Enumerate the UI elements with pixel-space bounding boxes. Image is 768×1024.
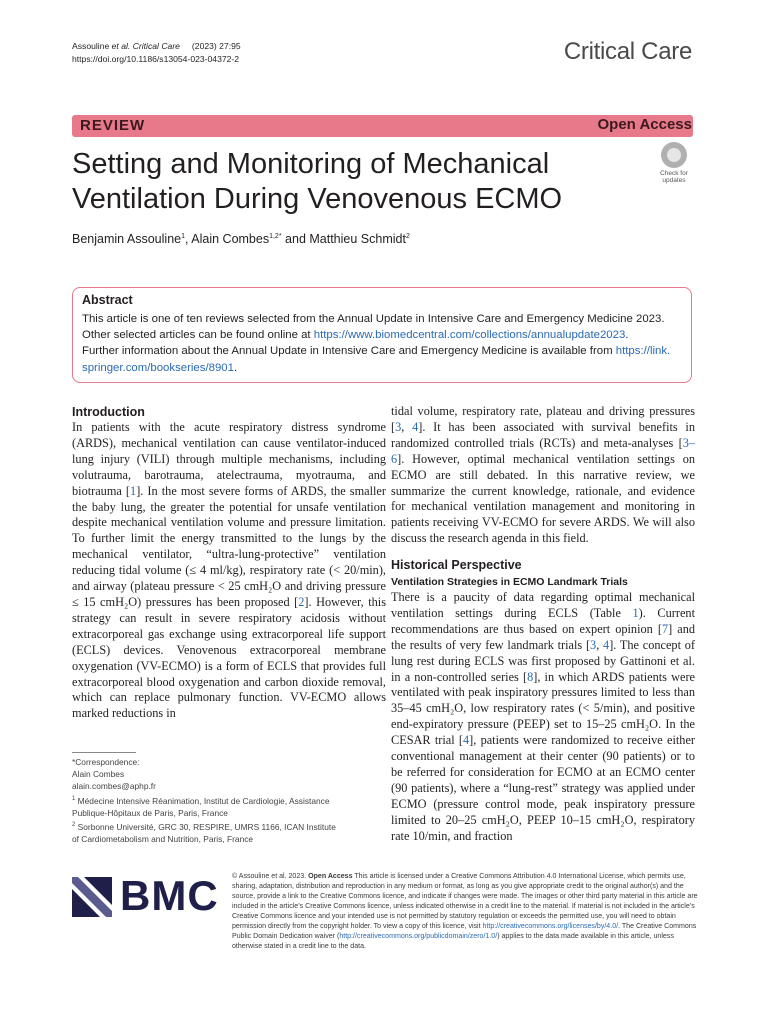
ref-link[interactable]: 4: [603, 637, 610, 652]
bmc-logo-text: BMC: [120, 872, 219, 919]
ref-link[interactable]: 7: [661, 621, 669, 636]
check-updates-line1: Check for: [660, 170, 688, 177]
check-for-updates-badge[interactable]: [652, 142, 696, 184]
license-copyright: © Assouline et al. 2023.: [232, 873, 309, 880]
license-body-3: ) applies to the data made available in this article, unless otherwise stated in a credit line to the data.: [232, 932, 674, 950]
intro-text-1: In patients with the acute respiratory distress syndrome (ARDS), mechanical ventilation can cause ventilator-induced lung injury (VILI) through multiple mechanisms, including volutrauma, barotrauma, atelectrauma, myotrauma, and biotrauma [: [72, 420, 386, 498]
affiliation-2-line2: of Cardiometabolism and Nutrition, Paris, France: [72, 833, 254, 844]
author-2: , Alain Combes: [185, 232, 270, 246]
ref-link[interactable]: 1: [130, 483, 137, 498]
bookseries-link-part2[interactable]: springer.com/bookseries/8901: [82, 361, 234, 374]
ref-link[interactable]: 3: [395, 419, 402, 434]
affiliation-1-number: 1: [72, 795, 76, 802]
license-body-2: . The Creative Commons Public Domain Dedication waiver (: [232, 922, 697, 940]
abstract-line-2: Other selected articles can be found online at: [82, 329, 314, 342]
affiliation-1-line1: Médecine Intensive Réanimation, Institut de Cardiologie, Assistance: [75, 795, 330, 806]
correspondence-email[interactable]: alain.combes@aphp.fr: [72, 781, 156, 792]
license-text: [232, 872, 702, 952]
right-text-3: ]. However, optimal mechanical ventilation settings on ECMO are still debated. In this narrative review, we summarize the current knowledge, rationale, and evidence for mechanical ventilation management and monitoring in patients receiving VV-ECMO for severe ARDS. We will also discuss the research agenda in this field.: [391, 451, 695, 546]
ref-link[interactable]: 4: [463, 733, 470, 748]
citation-et-al: et al.: [111, 41, 131, 51]
check-updates-line2: updates: [662, 177, 686, 184]
article-title: [72, 147, 632, 217]
correspondence-footnotes: [72, 756, 386, 845]
hist-text-4: ]. The concept of lung rest during ECLS was first proposed by Gattinoni et al. in a non-controlled series [: [391, 637, 695, 684]
ref-link[interactable]: 3: [590, 637, 597, 652]
collection-link[interactable]: https://www.biomedcentral.com/collections/annualupdate2023: [313, 329, 626, 342]
author-list: [72, 232, 410, 246]
ref-link[interactable]: 4: [412, 419, 419, 434]
bmc-logo-icon: [72, 877, 112, 917]
author-3-affiliation: 2: [405, 232, 410, 240]
footnote-divider: [72, 752, 136, 753]
bookseries-link-part1[interactable]: https://link.: [615, 345, 671, 358]
journal-logo: Critical Care: [563, 38, 692, 65]
abstract-line-3: Further information about the Annual Update in Intensive Care and Emergency Medicine is available from: [82, 345, 616, 358]
introduction-heading: Introduction: [72, 405, 145, 419]
right-text-1: tidal volume, respiratory rate, plateau and driving pressures [: [391, 404, 695, 434]
hist-text-6: ], patients were randomized to receive either conventional management at their center (90 patients) or to be referred for consideration for ECMO at an ECMO center (90 patients), where a “lung-rest” strategy was applied under ECMO (pressure control mode, peak inspiratory pressure limited to 20–25 cmH₂O, PEEP 10–15 cmH₂O, respiratory rate 10/min, and fraction: [391, 733, 695, 843]
check-updates-icon: [661, 142, 687, 168]
affiliation-1-line2: Publique-Hôpitaux de Paris, Paris, France: [72, 807, 228, 818]
license-open-access: Open Access: [308, 873, 353, 880]
title-line-2: Ventilation During Venovenous ECMO: [72, 183, 563, 215]
ref-separator: ,: [401, 419, 413, 434]
abstract-line-4-end: .: [233, 361, 238, 374]
open-access-label: Open Access: [597, 116, 692, 133]
ref-separator: ,: [596, 637, 604, 652]
introduction-paragraph: [72, 420, 386, 722]
ref-link[interactable]: 8: [527, 669, 534, 684]
citation-header: [72, 40, 241, 66]
citation-year-volume: (2023) 27:95: [191, 41, 241, 51]
doi-link[interactable]: https://doi.org/10.1186/s13054-023-04372-2: [72, 54, 240, 64]
cc-by-link[interactable]: http://creativecommons.org/licenses/by/4.0/: [482, 922, 619, 930]
right-column-paragraph: [391, 404, 695, 547]
intro-text-3: ]. However, this strategy can result in severe respiratory acidosis without extracorporeal gas exchange using extracorporeal life support (ECLS) devices. Venovenous extracorporeal membrane oxygenation (VV-ECMO) is a form of ECLS that provides full extracorporeal blood oxygenation and carbon dioxide removal, which can replace pulmonary function. VV-ECMO allows marked reductions in: [72, 594, 386, 721]
intro-text-2: ]. In the most severe forms of ARDS, the smaller the baby lung, the greater the potential for unsafe ventilation despite mechanical ventilation volume and pressure limitation. To further limit the energy transmitted to the lungs by the mechanical ventilator, “ultra-lung-protective” ventilation reducing tidal volume (≤ 4 ml/kg), respiratory rate (< 20/min), and airway (plateau pressure < 25 cmH₂O and driving pressure ≤ 15 cmH₂O) pressures has been proposed [: [72, 483, 386, 609]
title-line-1: Setting and Monitoring of Mechanical: [72, 148, 550, 180]
hist-text-3: ] and the results of very few landmark trials [: [391, 621, 695, 652]
author-3: and Matthieu Schmidt: [281, 232, 406, 246]
landmark-trials-subheading: Ventilation Strategies in ECMO Landmark Trials: [391, 576, 628, 588]
correspondence-label: *Correspondence:: [72, 757, 140, 767]
affiliation-2-number: 2: [72, 821, 76, 828]
correspondence-name: Alain Combes: [72, 769, 125, 780]
right-text-2: ]. It has been associated with survival benefits in randomized controlled trials (RCTs) and meta-analyses [: [391, 419, 695, 450]
historical-perspective-heading: Historical Perspective: [391, 558, 522, 572]
hist-text-1: There is a paucity of data regarding optimal mechanical ventilation settings during ECLS (Table: [391, 590, 695, 620]
author-1-affiliation: 1: [181, 232, 186, 240]
cc-zero-link[interactable]: http://creativecommons.org/publicdomain/zero/1.0/: [339, 932, 498, 940]
citation-authors: Assouline: [72, 41, 112, 51]
author-1: Benjamin Assouline: [72, 232, 182, 246]
abstract-line-1: This article is one of ten reviews selected from the Annual Update in Intensive Care and Emergency Medicine 2023.: [82, 313, 665, 325]
ref-link[interactable]: 2: [298, 594, 305, 609]
abstract-text: [82, 311, 682, 376]
historical-paragraph: [391, 590, 695, 845]
ref-link[interactable]: 3–6: [391, 435, 695, 466]
author-2-affiliation: 1,2*: [269, 232, 282, 240]
license-body-1: This article is licensed under a Creative Commons Attribution 4.0 International License, which permits use, sharing, adaptation, distribution and reproduction in any medium or format, as long as you give appropriate credit to the original author(s) and the source, provide a link to the Creative Commons licence, and indicate if changes were made. The images or other third party material in this article are included in the article’s Creative Commons licence, unless indicated otherwise in a credit line to the material. If material is not included in the article’s Creative Commons licence and your intended use is not permitted by statutory regulation or exceeds the permitted use, you will need to obtain permission directly from the copyright holder. To view a copy of this licence, visit: [232, 873, 698, 930]
review-label: REVIEW: [80, 117, 146, 134]
table-link[interactable]: 1: [632, 605, 639, 620]
affiliation-2-line1: Sorbonne Université, GRC 30, RESPIRE, UMRS 1166, ICAN Institute: [75, 821, 336, 832]
abstract-line-2-end: .: [625, 329, 629, 342]
hist-text-5: ], in which ARDS patients were ventilated with peak inspiratory pressures limited to less than 35–45 cmH₂O, low respiratory rates (< 5/min), and positive end-expiratory pressure (PEEP) set to 15–25 cmH₂O. In the CESAR trial [: [391, 669, 695, 748]
hist-text-2: ). Current recommendations are thus based on expert opinion [: [391, 605, 695, 636]
abstract-heading: Abstract: [82, 293, 133, 307]
citation-journal: Critical Care: [132, 41, 180, 51]
